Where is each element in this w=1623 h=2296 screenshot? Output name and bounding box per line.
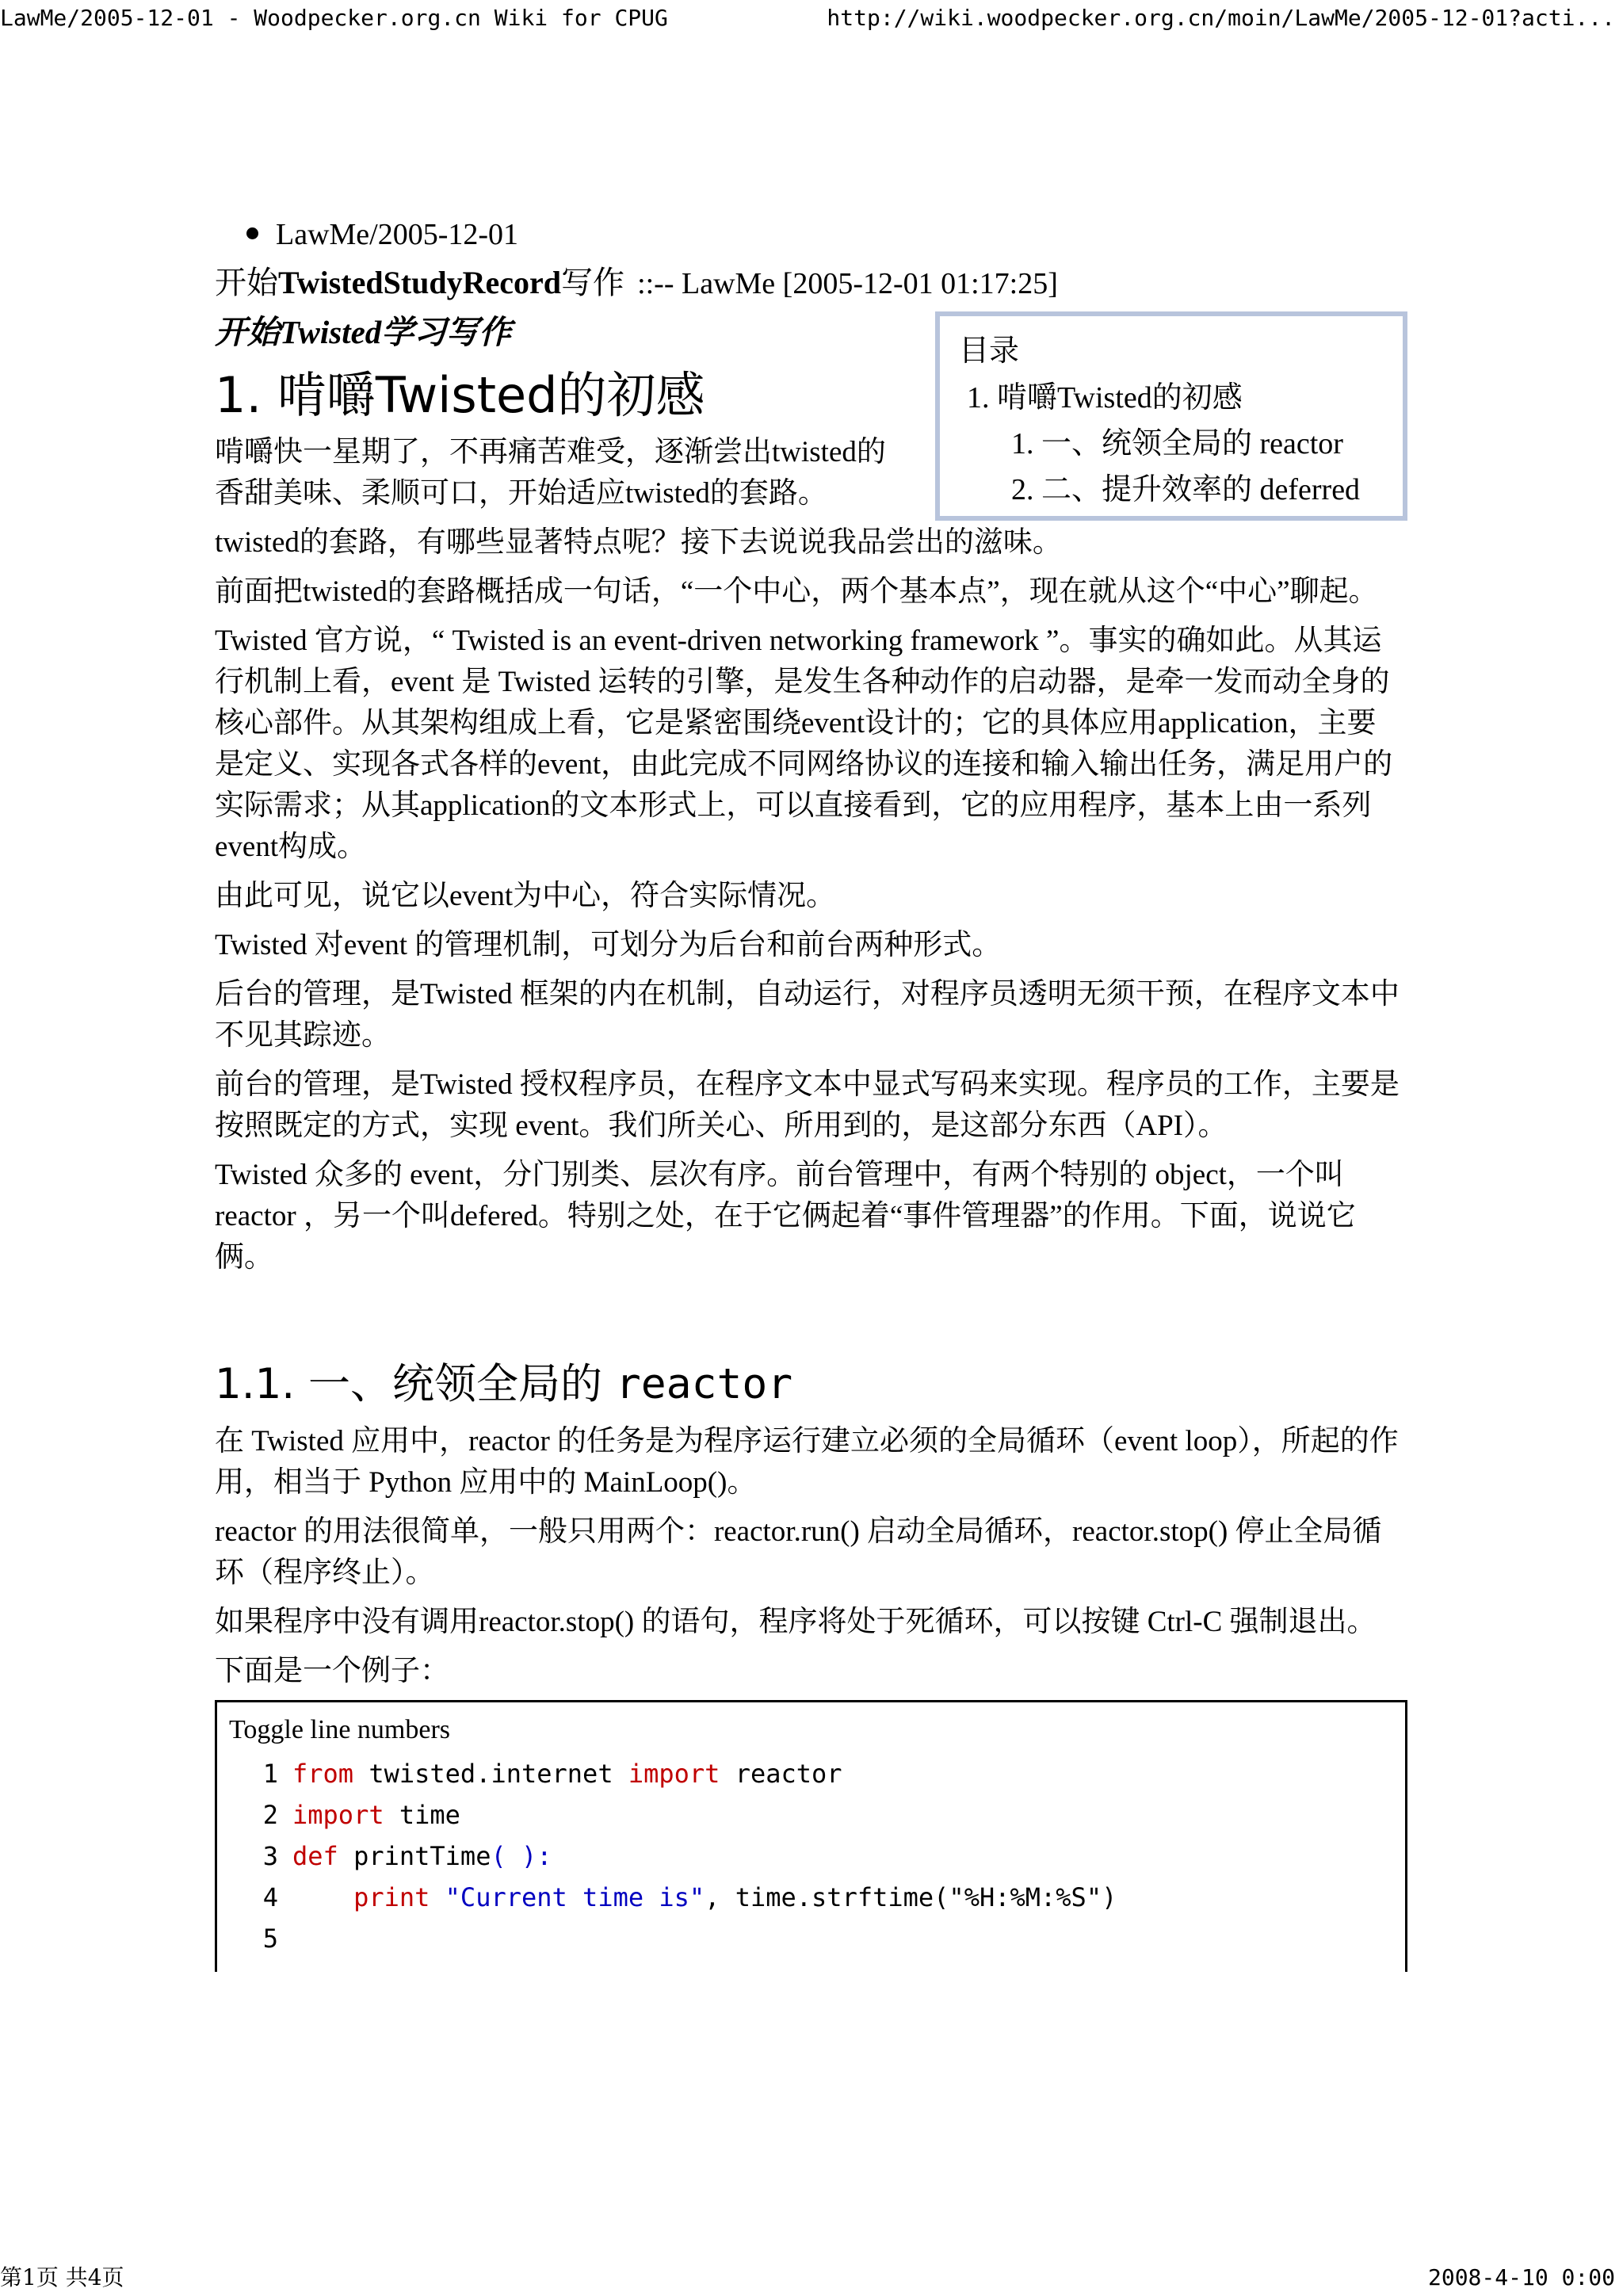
page-title — [215, 258, 1403, 308]
paragraph: 下面是一个例子： — [215, 1655, 449, 1687]
code-text: time — [384, 1800, 460, 1830]
code-line — [229, 1918, 1393, 1959]
code-text: printTime — [338, 1841, 491, 1871]
paragraph: Twisted 对event 的管理机制，可划分为后台和前台两种形式。 — [215, 929, 1002, 961]
heading-code: reactor — [615, 1360, 793, 1408]
heading-number: 1.1. — [215, 1360, 296, 1408]
print-header-title: LawMe/2005-12-01 - Woodpecker.org.cn Wiki for CPUG — [0, 5, 668, 31]
paragraph: Twisted 众多的 event，分门别类、层次有序。前台管理中，有两个特别的 object，一个叫 reactor ，另一个叫defered。特别之处，在于它俩起着“事件管理器”的作用。下面，说说它俩。 — [215, 1159, 1356, 1274]
code-line — [229, 1794, 1393, 1836]
section-heading-2 — [215, 1353, 1403, 1416]
paragraph: 前面把twisted的套路概括成一句话，“一个中心，两个基本点”，现在就从这个“中心”聊起。 — [215, 575, 1378, 608]
title-suffix: 写作 — [561, 265, 625, 300]
paragraph: twisted的套路，有哪些显著特点呢？接下去说说我品尝出的滋味。 — [215, 526, 1062, 559]
table-of-contents — [935, 311, 1407, 521]
paragraph: 由此可见，说它以event为中心，符合实际情况。 — [215, 880, 836, 912]
code-text — [430, 1882, 445, 1912]
toc-title: 目录 — [959, 334, 1020, 368]
print-header-url: http://wiki.woodpecker.org.cn/moin/LawMe/2005-12-01?acti... — [827, 5, 1615, 31]
code-keyword: import — [292, 1800, 384, 1830]
paragraph: 在 Twisted 应用中，reactor 的任务是为程序运行建立必须的全局循环（event loop），所起的作用，相当于 Python 应用中的 MainLoop()。 — [215, 1425, 1399, 1499]
print-header — [0, 0, 1623, 36]
line-number: 3 — [262, 1841, 278, 1871]
code-keyword: from — [292, 1759, 354, 1789]
code-text: twisted.internet — [353, 1759, 628, 1789]
line-number: 2 — [262, 1800, 278, 1830]
paragraph: 啃嚼快一星期了，不再痛苦难受，逐渐尝出twisted的香甜美味、柔顺可口，开始适应twisted的套路。 — [215, 436, 886, 510]
code-line — [229, 1877, 1393, 1918]
paragraph: reactor 的用法很简单，一般只用两个：reactor.run() 启动全局循环，reactor.stop() 停止全局循环（程序终止）。 — [215, 1515, 1382, 1589]
paragraph: 如果程序中没有调用reactor.stop() 的语句，程序将处于死循环，可以按键 Ctrl-C 强制退出。 — [215, 1606, 1377, 1638]
bullet-icon — [246, 227, 258, 239]
code-text: reactor — [720, 1759, 842, 1789]
section-heading-1: 1. 啃嚼Twisted的初感 — [215, 366, 705, 424]
code-keyword: def — [292, 1841, 338, 1871]
code-string: "Current time is" — [445, 1882, 705, 1912]
code-keyword: print — [292, 1882, 430, 1912]
line-number: 4 — [262, 1882, 278, 1912]
title-bold: TwistedStudyRecord — [278, 265, 562, 300]
heading-text: 一、统领全局的 — [308, 1360, 602, 1408]
print-date: 2008-4-10 0:00 — [1427, 2264, 1615, 2290]
code-block — [215, 1700, 1407, 1972]
toc-item[interactable]: 1. 一、统领全局的 reactor — [1011, 427, 1343, 460]
code-punctuation: ( ): — [491, 1841, 552, 1871]
print-footer — [0, 2260, 1623, 2296]
page-content — [215, 212, 1403, 1972]
title-prefix: 开始 — [215, 265, 278, 300]
toc-item[interactable]: 2. 二、提升效率的 deferred — [1011, 473, 1361, 506]
title-meta: ::-- LawMe [2005-12-01 01:17:25] — [637, 267, 1058, 300]
code-line — [229, 1836, 1393, 1877]
code-text: , time.strftime("%H:%M:%S") — [705, 1882, 1117, 1912]
toc-item[interactable]: 1. 啃嚼Twisted的初感 — [967, 381, 1243, 415]
paragraph: Twisted 官方说，“ Twisted is an event-driven networking framework ”。事实的确如此。从其运行机制上看，event 是 Twisted 运转的引擎，是发生各种动作的启动器，是牵一发而动全身的核心部件。从其架构组成上看，它是紧密围绕event设计的；它的具体应用application，主要是定义、实现各式各样的event，由此完成不同网络协议的连接和输入输出任务，满足用户的实际需求；从其application的文本形式上，可以直接看到，它的应用程序，基本上由一系列event构成。 — [215, 625, 1393, 863]
code-line — [229, 1753, 1393, 1794]
paragraph: 后台的管理，是Twisted 框架的内在机制，自动运行，对程序员透明无须干预，在程序文本中不见其踪迹。 — [215, 978, 1400, 1052]
line-number: 1 — [262, 1759, 278, 1789]
line-number: 5 — [262, 1924, 278, 1954]
paragraph: 前台的管理，是Twisted 授权程序员，在程序文本中显式写码来实现。程序员的工作，主要是按照既定的方式，实现 event。我们所关心、所用到的，是这部分东西（API）。 — [215, 1068, 1400, 1142]
breadcrumb-link[interactable]: LawMe/2005-12-01 — [276, 218, 519, 251]
page-count: 第1页 共4页 — [0, 2264, 124, 2290]
code-keyword: import — [628, 1759, 720, 1789]
toggle-line-numbers-link[interactable]: Toggle line numbers — [229, 1715, 451, 1744]
page-subtitle: 开始Twisted学习写作 — [215, 314, 512, 350]
breadcrumb — [246, 212, 1403, 257]
